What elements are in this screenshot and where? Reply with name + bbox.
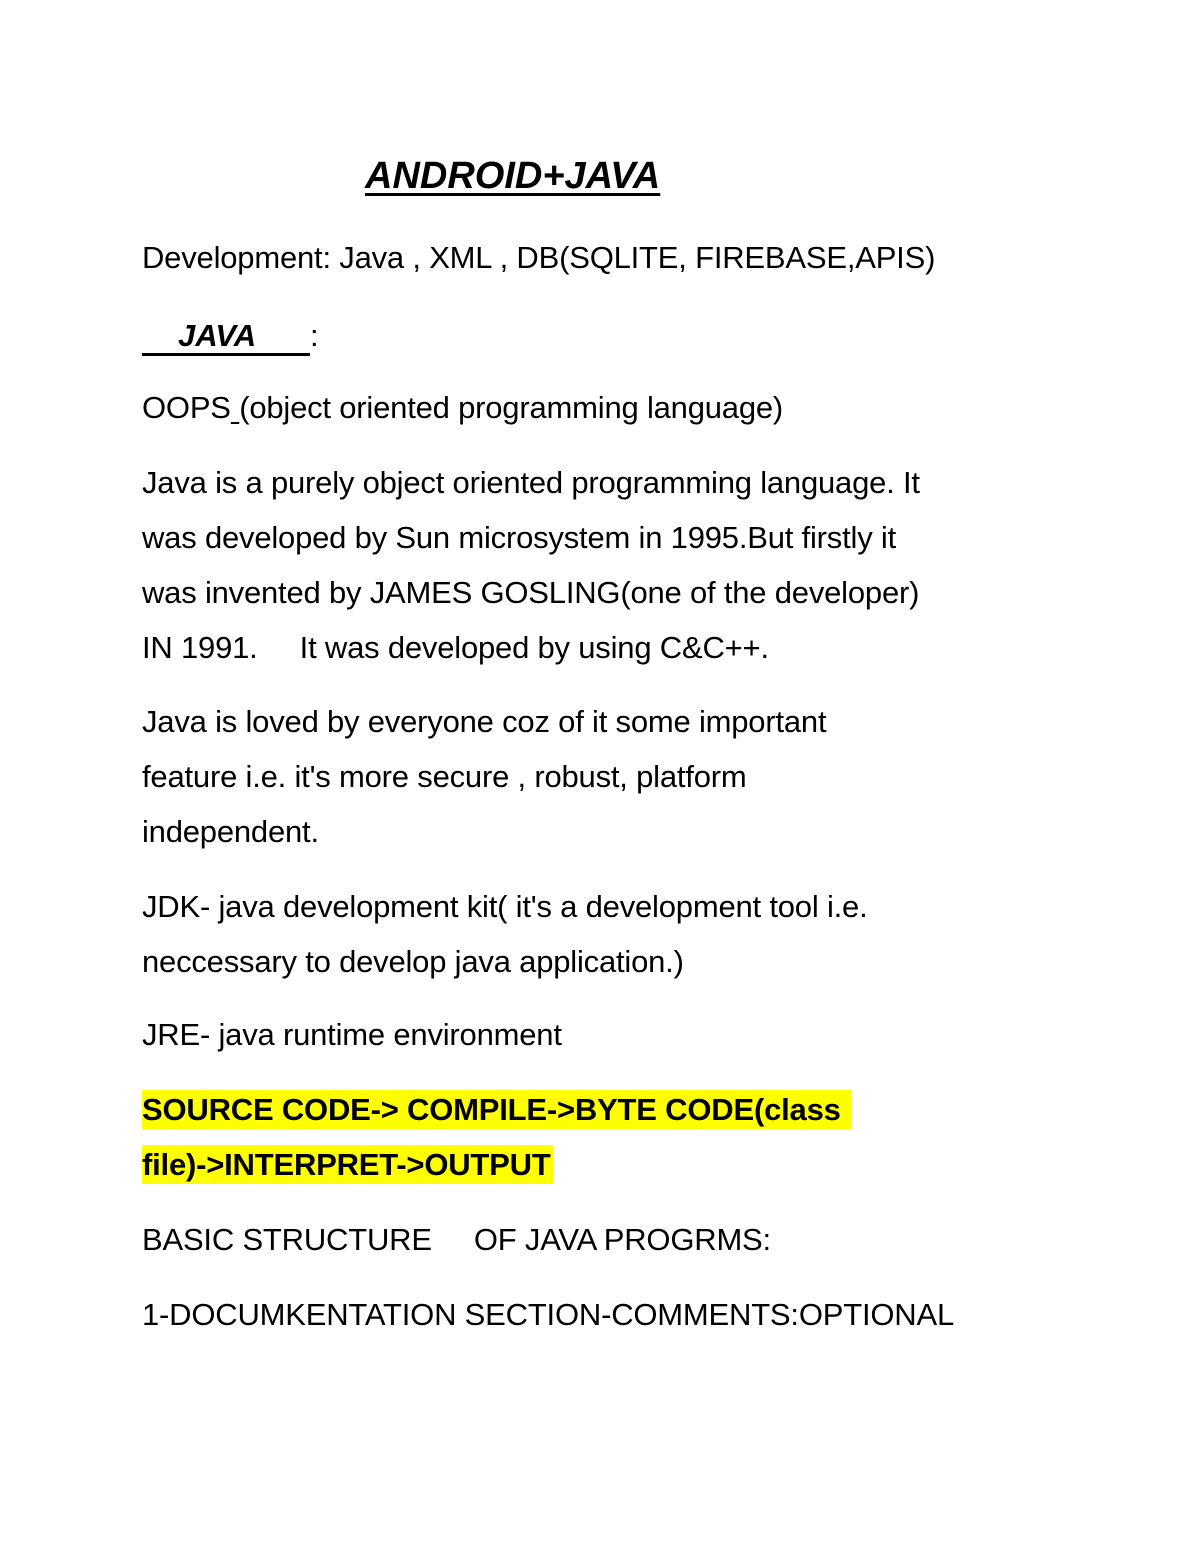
highlight-line1: [142, 1090, 851, 1130]
java-heading-label: JAVA: [142, 319, 310, 356]
oops-underscore: [231, 390, 239, 425]
paragraph2-line1: Java is loved by everyone coz of it some important: [142, 704, 827, 739]
oops-prefix: OOPS: [142, 390, 231, 425]
paragraph1-line2: was developed by Sun microsystem in 1995.But firstly it: [142, 520, 897, 555]
oops-rest: (object oriented programming language): [239, 390, 784, 425]
java-heading-colon: :: [310, 318, 319, 353]
highlight-text1: SOURCE CODE-> COMPILE->BYTE CODE(class: [142, 1090, 851, 1129]
paragraph1-line4: IN 1991. It was developed by using C&C++.: [142, 630, 769, 665]
paragraph1-line1: Java is a purely object oriented programming language. It: [142, 465, 920, 500]
highlight-line2: [142, 1145, 553, 1185]
paragraph3-line2: neccessary to develop java application.): [142, 944, 684, 979]
paragraph2-line2: feature i.e. it's more secure , robust, platform: [142, 759, 747, 794]
document-title: ANDROID+JAVA: [365, 155, 661, 197]
basic-structure-line: BASIC STRUCTURE OF JAVA PROGRMS:: [142, 1222, 771, 1257]
java-heading: [142, 316, 319, 356]
jre-line: JRE- java runtime environment: [142, 1017, 562, 1052]
documentation-section-line: 1-DOCUMKENTATION SECTION-COMMENTS:OPTIONAL: [142, 1297, 954, 1332]
paragraph1-line3: was invented by JAMES GOSLING(one of the developer): [142, 575, 920, 610]
paragraph3-line1: JDK- java development kit( it's a development tool i.e.: [142, 889, 868, 924]
highlight-text2: file)->INTERPRET->OUTPUT: [142, 1147, 551, 1182]
development-line: Development: Java , XML , DB(SQLITE, FIREBASE,APIS): [142, 240, 936, 275]
paragraph2-line3: independent.: [142, 814, 319, 849]
oops-line: [142, 388, 783, 428]
